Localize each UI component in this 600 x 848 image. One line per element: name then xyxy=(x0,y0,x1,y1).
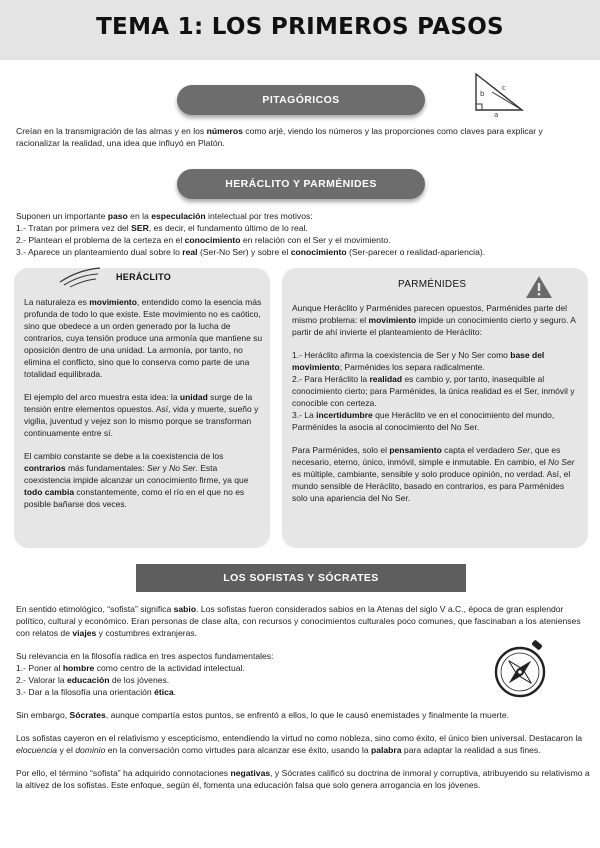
text-run: 3.- La xyxy=(292,410,317,420)
sofistas-text xyxy=(16,603,591,791)
bold-term: pensamiento xyxy=(389,445,442,455)
text-run: El ejemplo del arco muestra esta idea: la xyxy=(24,392,180,402)
bold-term: educación xyxy=(66,675,110,685)
pitagoricos-text xyxy=(16,125,586,149)
triangle-label-a: a xyxy=(494,111,499,118)
text-run: más fundamentales: xyxy=(65,463,147,473)
bold-term: real xyxy=(182,247,198,257)
text-run: surge de la tensión entre elementos opuestos. Así, vida y muerte, sueño y vigilia, juventud y vejez son lo mismo porque se transforman continuamente entre sí. xyxy=(24,392,259,438)
text-run: 1.- Heráclito afirma la coexistencia de Ser y No Ser como xyxy=(292,350,511,360)
text-run: El cambio constante se debe a la coexistencia de los xyxy=(24,451,224,461)
text-run: Aunque Heráclito y Parménides parecen opuestos, Parménides parte del mismo problema: el xyxy=(292,303,567,325)
text-run: . xyxy=(173,687,177,697)
italic-term: elocuencia xyxy=(16,745,58,755)
heraclito-parmenides-heading: HERÁCLITO Y PARMÉNIDES xyxy=(177,169,425,199)
heraclito-parmenides-intro xyxy=(16,210,591,258)
bold-term: ética xyxy=(154,687,174,697)
text-run: 3.- Dar a la filosofía una orientación xyxy=(16,687,155,697)
pitagoricos-heading: PITAGÓRICOS xyxy=(177,85,425,115)
text-run: 2.- Para Heráclito la xyxy=(292,374,370,384)
text-run: que Heráclito ve en el conocimiento del mundo, Parménides la asocia al conocimiento del No Ser. xyxy=(292,410,555,432)
bold-term: realidad xyxy=(369,374,403,384)
italic-term: Ser xyxy=(146,463,161,473)
text-run: (Ser-No Ser) y sobre el xyxy=(197,247,291,257)
text-run: 1.- Poner al xyxy=(16,663,63,673)
text-run: y el xyxy=(57,745,76,755)
text-run: es cambio y, por tanto, inasequible al conocimiento cierto; para Parménides, la única realidad es el Ser, inmóvil y conocible con certeza. xyxy=(292,374,575,408)
parmenides-title: PARMÉNIDES xyxy=(398,279,467,290)
text-run: En sentido etimológico, “sofista” significa xyxy=(16,604,174,614)
heraclito-title: HERÁCLITO xyxy=(116,272,172,282)
text-run: Los sofistas cayeron en el relativismo y escepticismo, entendiendo la virtud no como nobleza, sino como éxito, el único bien universal. Destacaron la xyxy=(16,733,583,743)
bold-term: hombre xyxy=(62,663,95,673)
text-run: en la xyxy=(127,211,152,221)
sofistas-heading: LOS SOFISTAS Y SÓCRATES xyxy=(136,564,466,592)
bold-term: números xyxy=(206,126,243,136)
text-run: para adaptar la realidad a sus fines. xyxy=(401,745,541,755)
bold-term: movimiento xyxy=(368,315,417,325)
italic-term: Ser xyxy=(516,445,531,455)
text-run: de los jóvenes. xyxy=(109,675,170,685)
text-run: 2.- Valorar la xyxy=(16,675,67,685)
triangle-label-b: b xyxy=(480,90,485,98)
text-run: Por ello, el término “sofista” ha adquirido connotaciones xyxy=(16,768,231,778)
wind-icon xyxy=(58,266,102,288)
text-run: capta el verdadero xyxy=(441,445,517,455)
parmenides-text xyxy=(292,302,580,504)
text-run: como arjé, viendo los números y las proporciones como claves para explicar y racionalizar la realidad, una idea que influyó en Platón. xyxy=(16,126,543,148)
bold-term: incertidumbre xyxy=(316,410,373,420)
text-run: , aunque compartía estos puntos, se enfrentó a ellos, lo que le causó enemistades y finalmente la muerte. xyxy=(105,710,510,720)
bold-term: Sócrates xyxy=(69,710,106,720)
text-run: constantemente, como el río en el que no es posible bañarse dos veces. xyxy=(24,487,245,509)
italic-term: No Ser xyxy=(169,463,196,473)
italic-term: dominio xyxy=(75,745,106,755)
text-run: Su relevancia en la filosofía radica en tres aspectos fundamentales: xyxy=(16,651,274,661)
text-run: Creían en la transmigración de las almas y en los xyxy=(16,126,207,136)
bold-term: paso xyxy=(107,211,128,221)
text-run: impide un conocimiento cierto y seguro. A partir de ahí invierte el planteamiento de Heráclito: xyxy=(292,315,576,337)
warning-icon xyxy=(524,274,554,300)
text-run: en la conversación como virtudes para alcanzar ese éxito, usando la xyxy=(105,745,371,755)
bold-term: sabio xyxy=(173,604,197,614)
text-run: . Esta coexistencia impide alcanzar un conocimiento firme, ya que xyxy=(24,463,249,485)
bold-term: SER xyxy=(131,223,149,233)
text-run: , que es necesario, eterno, único, inmóvil, simple e inmutable. En cambio, el xyxy=(292,445,561,467)
bold-term: conocimiento xyxy=(290,247,347,257)
heraclito-text xyxy=(24,296,264,510)
bold-term: unidad xyxy=(179,392,208,402)
text-run: , y Sócrates calificó su doctrina de inmoral y corruptiva, atribuyendo su relativismo a la altivez de los sofistas. Este enfoque, según él, fomenta una educación falsa que solo genera arrogancia en los jóvenes. xyxy=(16,768,590,790)
italic-term: No Ser xyxy=(548,457,575,467)
text-run: como centro de la actividad intelectual. xyxy=(94,663,245,673)
bold-term: movimiento xyxy=(89,297,137,307)
text-run: intelectual por tres motivos: xyxy=(205,211,313,221)
text-run: Para Parménides, solo el xyxy=(292,445,390,455)
right-triangle-icon xyxy=(470,70,532,118)
bold-term: todo cambia xyxy=(24,487,75,497)
bold-term: palabra xyxy=(370,745,402,755)
bold-term: especulación xyxy=(151,211,206,221)
bold-term: base del movimiento xyxy=(292,350,545,372)
text-run: y costumbres extranjeras. xyxy=(96,628,198,638)
text-run: y xyxy=(160,463,170,473)
text-run: , entendido como la esencia más profunda de todo lo que existe. Este movimiento no es caótico, sino que obedece a un orden generado por la lucha de contrarios, cuya tensión produce una armonía que mantiene su oposición dentro de una unidad. La armonía, por tanto, no elimina el conflicto, sino que lo conserva como parte de una totalidad equilibrada. xyxy=(24,297,263,379)
text-run: en relación con el Ser y el movimiento. xyxy=(240,235,391,245)
triangle-label-c: c xyxy=(502,84,506,92)
text-run: , es decir, el fundamento último de lo real. xyxy=(148,223,308,233)
bold-term: contrarios xyxy=(24,463,66,473)
text-run: Suponen un importante xyxy=(16,211,108,221)
bold-term: conocimiento xyxy=(184,235,241,245)
bold-term: negativas xyxy=(230,768,271,778)
text-run: 2.- Plantean el problema de la certeza en el xyxy=(16,235,185,245)
text-run: 3.- Aparece un planteamiento dual sobre lo xyxy=(16,247,183,257)
text-run: . Los sofistas fueron considerados sabios en la Atenas del siglo V a.C., época de gran esplendor político, cultural y económico. Eran personas de clase alta, con recursos y conocimientos culturales poco comunes, que fascinaban a los atenienses con relatos de xyxy=(16,604,581,638)
text-run: ; Parménides los separa radicalmente. xyxy=(339,362,485,372)
page-title: TEMA 1: LOS PRIMEROS PASOS xyxy=(96,14,504,40)
text-run: Sin embargo, xyxy=(16,710,70,720)
bold-term: viajes xyxy=(72,628,97,638)
text-run: (Ser-parecer o realidad-apariencia). xyxy=(346,247,486,257)
text-run: es múltiple, cambiante, sensible y solo produce opinión, no verdad. Así, el mundo sensible de Heráclito, basado en contrarios, es para Parménides solo una apariencia del No Ser. xyxy=(292,469,571,503)
text-run: La naturaleza es xyxy=(24,297,90,307)
text-run: 1.- Tratan por primera vez del xyxy=(16,223,132,233)
